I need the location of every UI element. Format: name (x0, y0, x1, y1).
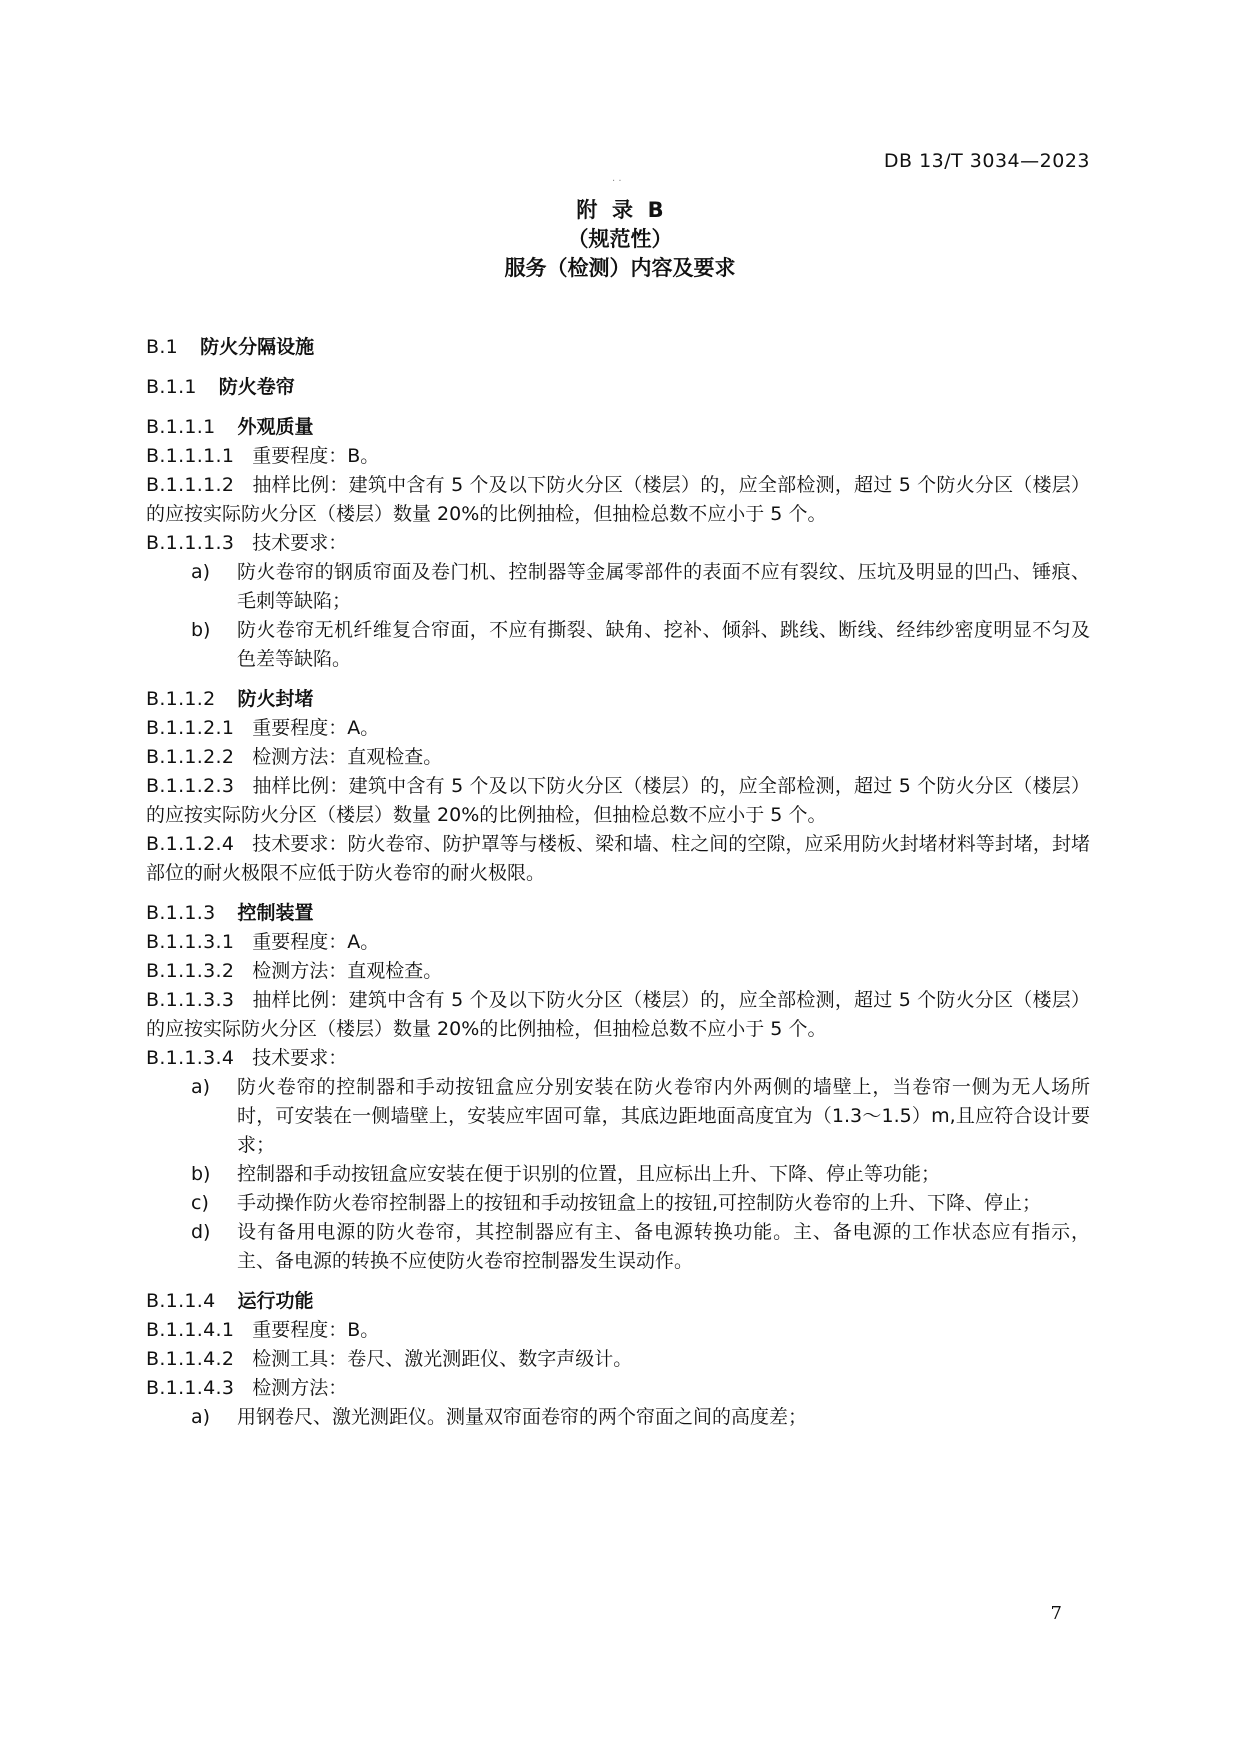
clause-text: 抽样比例：建筑中含有 5 个及以下防火分区（楼层）的，应全部检测，超过 5 个防火分区（楼层）的应按实际防火分区（楼层）数量 20%的比例抽检，但抽检总数不应小于 5 个。 (146, 775, 1090, 826)
list-text: 防火卷帘的钢质帘面及卷门机、控制器等金属零部件的表面不应有裂纹、压坑及明显的凹凸、锤痕、毛刺等缺陷； (237, 561, 1090, 612)
clause-text: 抽样比例：建筑中含有 5 个及以下防火分区（楼层）的，应全部检测，超过 5 个防火分区（楼层）的应按实际防火分区（楼层）数量 20%的比例抽检，但抽检总数不应小于 5 个。 (146, 989, 1090, 1040)
section-number: B.1 (146, 336, 179, 358)
section-title: 防火卷帘 (218, 376, 295, 398)
clause-text: 重要程度：A。 (252, 717, 380, 739)
clause-paragraph (146, 1044, 1090, 1073)
clause-paragraph (146, 714, 1090, 743)
clause-text: 抽样比例：建筑中含有 5 个及以下防火分区（楼层）的，应全部检测，超过 5 个防火分区（楼层）的应按实际防火分区（楼层）数量 20%的比例抽检，但抽检总数不应小于 5 个。 (146, 474, 1090, 525)
page-number: 7 (1050, 1603, 1062, 1624)
list-text: 手动操作防火卷帘控制器上的按钮和手动按钮盒上的按钮,可控制防火卷帘的上升、下降、停止； (237, 1192, 1042, 1214)
clause-text: 重要程度：A。 (252, 931, 380, 953)
list-item (146, 616, 1090, 674)
clause-number: B.1.1.1.2 (146, 474, 235, 496)
clause-paragraph (146, 529, 1090, 558)
list-item (146, 1189, 1090, 1218)
section-heading (146, 899, 1090, 928)
list-text: 控制器和手动按钮盒应安装在便于识别的位置，且应标出上升、下降、停止等功能； (237, 1163, 941, 1185)
clause-text: 技术要求： (252, 1047, 348, 1069)
clause-number: B.1.1.2.1 (146, 717, 235, 739)
clause-paragraph (146, 1345, 1090, 1374)
section-title: 防火分隔设施 (200, 336, 315, 358)
clause-number: B.1.1.3.1 (146, 931, 235, 953)
list-item (146, 1403, 1090, 1432)
list-marker: d) (191, 1221, 211, 1243)
clause-number: B.1.1.2.3 (146, 775, 235, 797)
clause-paragraph (146, 830, 1090, 888)
appendix-type: （规范性） (567, 227, 673, 251)
clause-paragraph (146, 928, 1090, 957)
clause-number: B.1.1.2.4 (146, 833, 235, 855)
section-number: B.1.1.4 (146, 1290, 216, 1312)
clause-paragraph (146, 772, 1090, 830)
section-number: B.1.1.2 (146, 688, 216, 710)
clause-number: B.1.1.2.2 (146, 746, 235, 768)
clause-text: 检测工具：卷尺、激光测距仪、数字声级计。 (252, 1348, 633, 1370)
list-marker: c) (191, 1192, 209, 1214)
section-heading (146, 1287, 1090, 1316)
clause-text: 技术要求：防火卷帘、防护罩等与楼板、梁和墙、柱之间的空隙，应采用防火封堵材料等封堵，封堵部位的耐火极限不应低于防火卷帘的耐火极限。 (146, 833, 1090, 884)
list-text: 设有备用电源的防火卷帘，其控制器应有主、备电源转换功能。主、备电源的工作状态应有指示，主、备电源的转换不应使防火卷帘控制器发生误动作。 (237, 1221, 1090, 1272)
list-marker: b) (191, 619, 211, 641)
appendix-title (0, 196, 1240, 283)
clause-number: B.1.1.4.1 (146, 1319, 235, 1341)
section-title: 防火封堵 (237, 688, 314, 710)
section-heading (146, 333, 1090, 362)
list-marker: a) (191, 1406, 211, 1428)
list-item (146, 1073, 1090, 1160)
list-text: 防火卷帘无机纤维复合帘面，不应有撕裂、缺角、挖补、倾斜、跳线、断线、经纬纱密度明显不匀及色差等缺陷。 (237, 619, 1090, 670)
clause-paragraph (146, 442, 1090, 471)
clause-paragraph (146, 743, 1090, 772)
clause-number: B.1.1.4.3 (146, 1377, 235, 1399)
clause-paragraph (146, 986, 1090, 1044)
document-body (146, 333, 1090, 1432)
list-item (146, 1218, 1090, 1276)
clause-number: B.1.1.3.4 (146, 1047, 235, 1069)
section-title: 运行功能 (237, 1290, 314, 1312)
clause-text: 检测方法：直观检查。 (252, 960, 443, 982)
clause-text: 检测方法：直观检查。 (252, 746, 443, 768)
list-marker: b) (191, 1163, 211, 1185)
clause-paragraph (146, 1316, 1090, 1345)
clause-text: 技术要求： (252, 532, 348, 554)
section-heading (146, 373, 1090, 402)
section-title: 外观质量 (237, 416, 314, 438)
clause-number: B.1.1.3.2 (146, 960, 235, 982)
section-number: B.1.1.1 (146, 416, 216, 438)
section-number: B.1.1.3 (146, 902, 216, 924)
clause-paragraph (146, 471, 1090, 529)
clause-number: B.1.1.4.2 (146, 1348, 235, 1370)
list-text: 用钢卷尺、激光测距仪。测量双帘面卷帘的两个帘面之间的高度差； (237, 1406, 808, 1428)
clause-text: 重要程度：B。 (252, 445, 380, 467)
clause-number: B.1.1.1.3 (146, 532, 235, 554)
clause-text: 重要程度：B。 (252, 1319, 380, 1341)
clause-paragraph (146, 1374, 1090, 1403)
document-code: DB 13/T 3034—2023 (883, 150, 1090, 172)
section-heading (146, 685, 1090, 714)
appendix-heading: 服务（检测）内容及要求 (504, 256, 736, 280)
list-item (146, 558, 1090, 616)
appendix-label: 附 录 B (576, 198, 664, 222)
list-marker: a) (191, 1076, 211, 1098)
section-heading (146, 413, 1090, 442)
clause-text: 检测方法： (252, 1377, 348, 1399)
list-marker: a) (191, 561, 211, 583)
scan-artifact: · · (612, 176, 622, 187)
section-number: B.1.1 (146, 376, 197, 398)
list-text: 防火卷帘的控制器和手动按钮盒应分别安装在防火卷帘内外两侧的墙壁上，当卷帘一侧为无人场所时，可安装在一侧墙壁上，安装应牢固可靠，其底边距地面高度宜为（1.3～1.5）m,且应符合设计要求； (237, 1076, 1090, 1156)
list-item (146, 1160, 1090, 1189)
clause-number: B.1.1.1.1 (146, 445, 235, 467)
clause-number: B.1.1.3.3 (146, 989, 235, 1011)
clause-paragraph (146, 957, 1090, 986)
section-title: 控制装置 (237, 902, 314, 924)
